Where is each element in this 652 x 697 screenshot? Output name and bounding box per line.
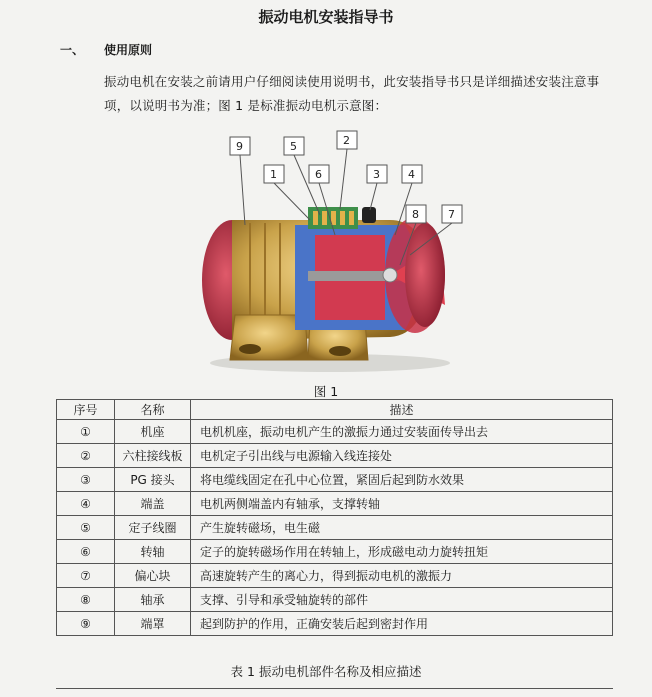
row-name: 六柱接线板 <box>115 444 191 468</box>
table-row <box>57 588 613 612</box>
row-number: ⑧ <box>57 588 115 612</box>
row-name: 轴承 <box>115 588 191 612</box>
header-number: 序号 <box>57 400 115 420</box>
header-description: 描述 <box>191 400 613 420</box>
table-row <box>57 564 613 588</box>
row-description: 高速旋转产生的离心力，得到振动电机的激振力 <box>191 564 613 588</box>
section-number: 一、 <box>60 43 85 57</box>
callout-label <box>337 131 357 149</box>
svg-text:9: 9 <box>236 140 243 153</box>
section-title: 使用原则 <box>104 43 153 57</box>
row-name: 端罩 <box>115 612 191 636</box>
row-name: 偏心块 <box>115 564 191 588</box>
pg-connector <box>362 207 376 223</box>
table-row <box>57 444 613 468</box>
svg-text:4: 4 <box>408 168 415 181</box>
svg-text:1: 1 <box>270 168 277 181</box>
callout-label <box>406 205 426 223</box>
svg-text:3: 3 <box>373 168 380 181</box>
row-number: ⑦ <box>57 564 115 588</box>
row-name: 定子线圈 <box>115 516 191 540</box>
callout-label <box>402 165 422 183</box>
table-row <box>57 492 613 516</box>
figure-caption: 图 1 <box>313 384 339 399</box>
row-description: 起到防护的作用，正确安装后起到密封作用 <box>191 612 613 636</box>
callout-label <box>309 165 329 183</box>
callout-label <box>442 205 462 223</box>
table-caption: 表 1 振动电机部件名称及相应描述 <box>230 664 422 679</box>
table-row <box>57 468 613 492</box>
intro-paragraph: 振动电机在安装之前请用户仔细阅读使用说明书，此安装指导书只是详细描述安装注意事项，以说明书为准；图 1 是标准振动电机示意图： <box>104 74 600 113</box>
svg-text:8: 8 <box>412 208 419 221</box>
svg-text:5: 5 <box>290 140 297 153</box>
table-row <box>57 540 613 564</box>
vibration-motor-illustration <box>190 125 480 380</box>
row-name: 转轴 <box>115 540 191 564</box>
right-end-cap <box>405 223 445 327</box>
table-row <box>57 420 613 444</box>
svg-text:6: 6 <box>315 168 322 181</box>
row-description: 电机定子引出线与电源输入线连接处 <box>191 444 613 468</box>
bottom-divider <box>56 688 613 689</box>
callout-label <box>230 137 250 155</box>
document-title: 振动电机安装指导书 <box>258 8 394 26</box>
row-description: 将电缆线固定在孔中心位置，紧固后起到防水效果 <box>191 468 613 492</box>
row-description: 电机两侧端盖内有轴承，支撑转轴 <box>191 492 613 516</box>
callout-label <box>264 165 284 183</box>
row-number: ③ <box>57 468 115 492</box>
row-description: 支撑、引导和承受轴旋转的部件 <box>191 588 613 612</box>
row-number: ② <box>57 444 115 468</box>
svg-text:7: 7 <box>448 208 455 221</box>
row-description: 产生旋转磁场，电生磁 <box>191 516 613 540</box>
row-number: ① <box>57 420 115 444</box>
table-row <box>57 612 613 636</box>
callout-label <box>284 137 304 155</box>
svg-text:2: 2 <box>343 134 350 147</box>
row-name: PG 接头 <box>115 468 191 492</box>
row-description: 定子的旋转磁场作用在转轴上，形成磁电动力旋转扭矩 <box>191 540 613 564</box>
row-name: 端盖 <box>115 492 191 516</box>
table-row <box>57 516 613 540</box>
header-name: 名称 <box>115 400 191 420</box>
row-number: ⑨ <box>57 612 115 636</box>
callout-label <box>367 165 387 183</box>
row-number: ⑤ <box>57 516 115 540</box>
row-number: ④ <box>57 492 115 516</box>
row-number: ⑥ <box>57 540 115 564</box>
row-description: 电机机座，振动电机产生的激振力通过安装面传导出去 <box>191 420 613 444</box>
row-name: 机座 <box>115 420 191 444</box>
table-header-row <box>57 400 613 420</box>
parts-table <box>56 399 613 636</box>
